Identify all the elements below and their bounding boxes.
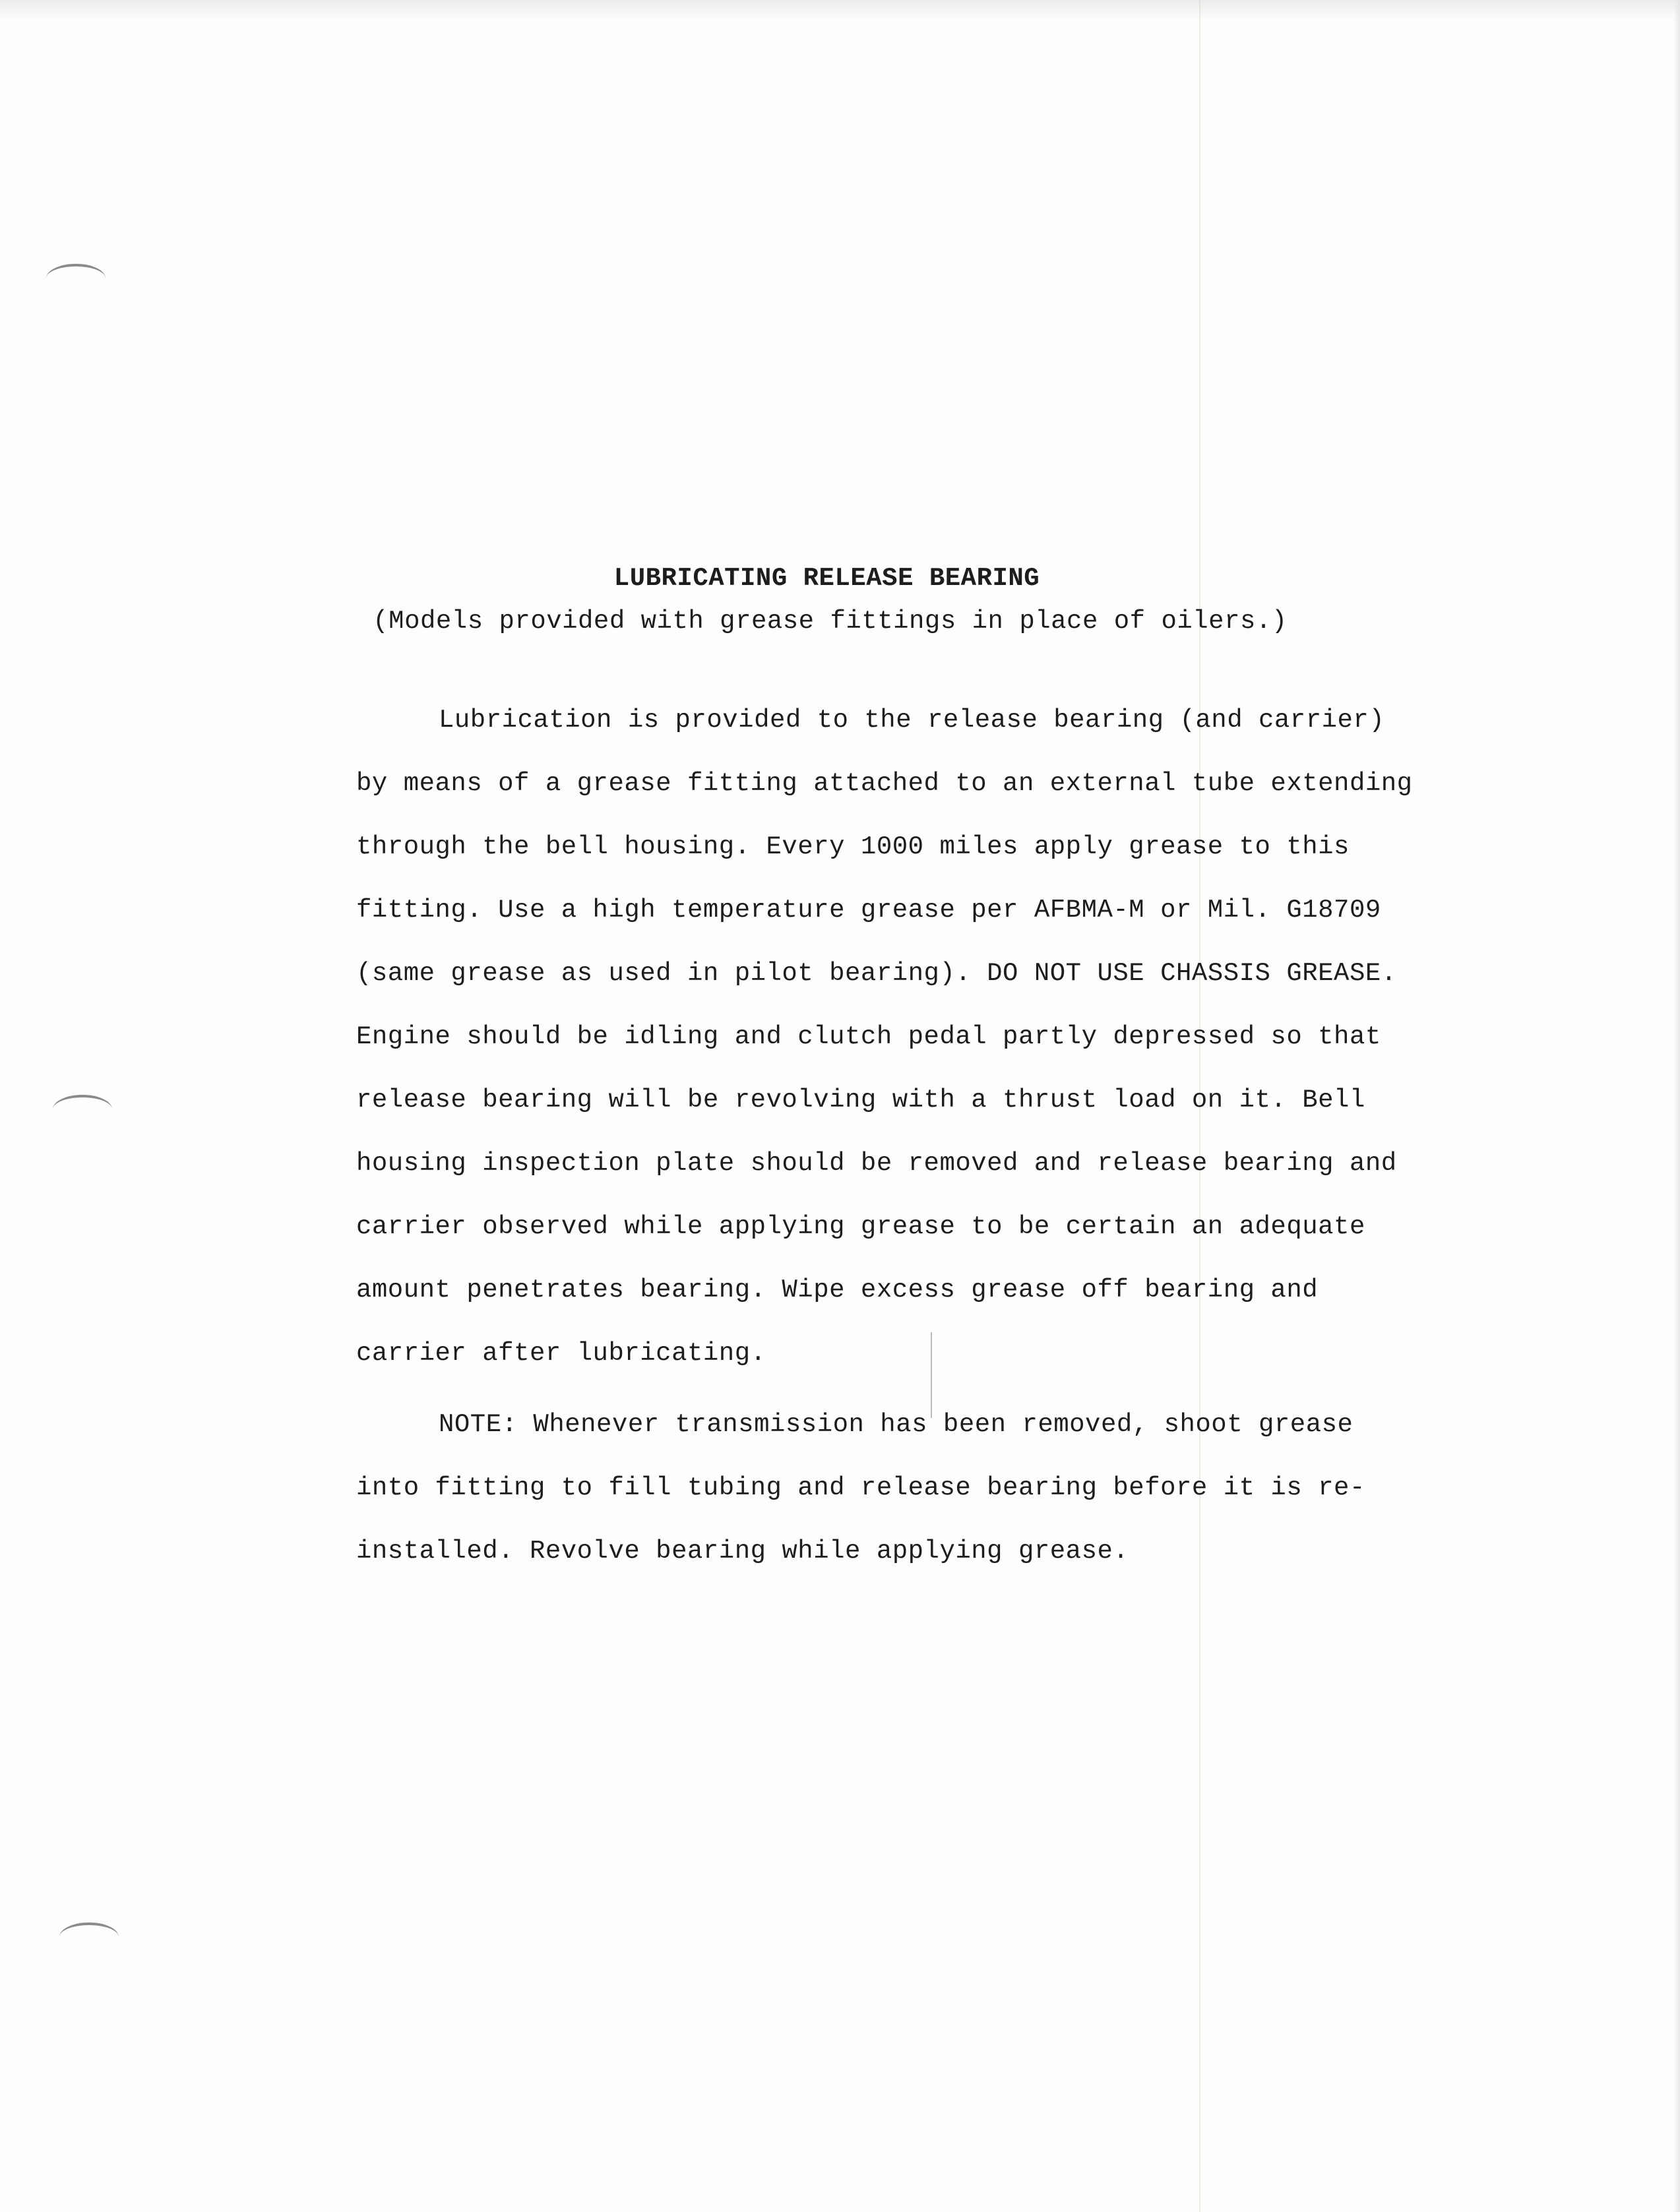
body-line: housing inspection plate should be removed and release bearing and [356, 1149, 1397, 1178]
body-line: amount penetrates bearing. Wipe excess grease off bearing and [356, 1275, 1319, 1305]
document-subtitle: (Models provided with grease fittings in place of oilers.) [373, 607, 1288, 636]
punch-hole-mark [59, 1922, 119, 1951]
page-shadow-right [1673, 0, 1680, 2212]
stray-mark [931, 1332, 932, 1418]
body-line: carrier observed while applying grease to be certain an adequate [356, 1212, 1365, 1241]
note-line: NOTE: Whenever transmission has been removed, shoot grease [439, 1410, 1353, 1439]
punch-hole-mark [46, 264, 106, 293]
note-line: installed. Revolve bearing while applying grease. [356, 1537, 1129, 1566]
body-line: Lubrication is provided to the release bearing (and carrier) [439, 706, 1385, 735]
page-shadow-top [0, 0, 1680, 20]
punch-hole-mark [53, 1095, 112, 1124]
body-line: (same grease as used in pilot bearing). DO NOT USE CHASSIS GREASE. [356, 959, 1397, 988]
body-line: through the bell housing. Every 1000 miles apply grease to this [356, 832, 1350, 861]
body-line: fitting. Use a high temperature grease per AFBMA-M or Mil. G18709 [356, 896, 1381, 925]
document-title: LUBRICATING RELEASE BEARING [613, 564, 1040, 593]
body-line: by means of a grease fitting attached to an external tube extending [356, 769, 1413, 798]
body-line: carrier after lubricating. [356, 1339, 766, 1368]
note-line: into fitting to fill tubing and release bearing before it is re- [356, 1473, 1365, 1502]
body-line: Engine should be idling and clutch pedal partly depressed so that [356, 1022, 1381, 1051]
body-line: release bearing will be revolving with a thrust load on it. Bell [356, 1086, 1365, 1115]
